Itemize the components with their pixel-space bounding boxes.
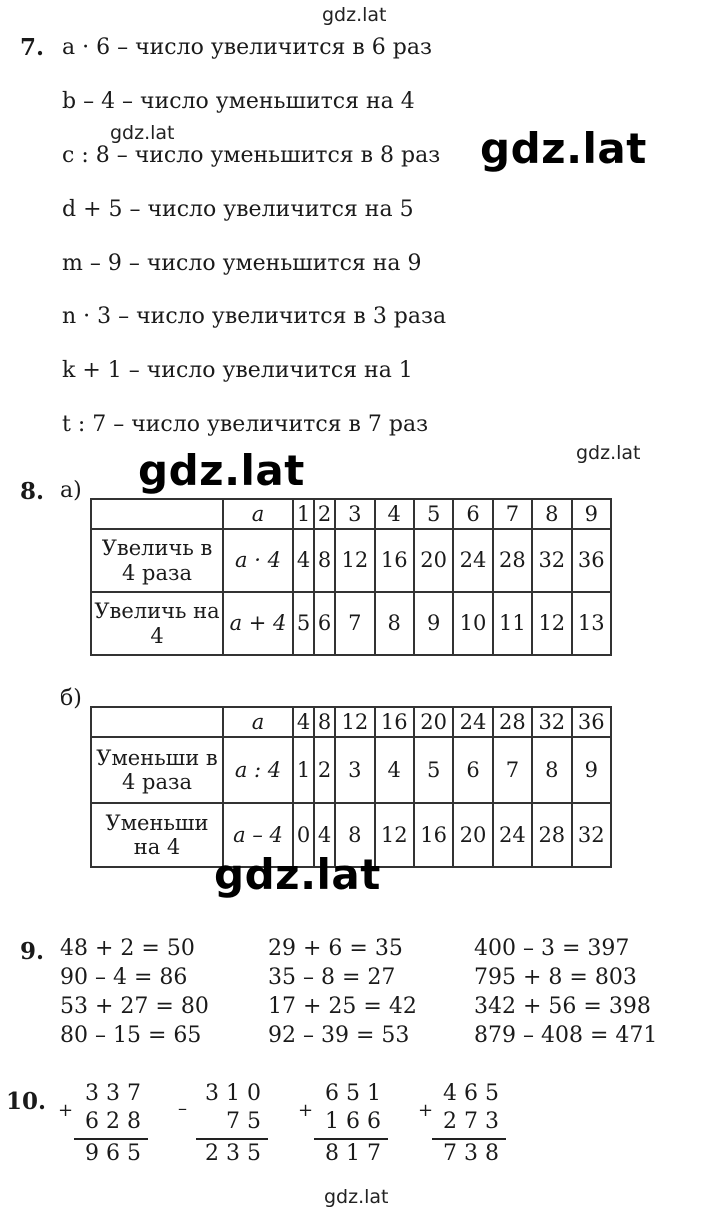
table-cell: 20	[453, 803, 492, 867]
table-cell: 10	[453, 592, 492, 655]
operand-bottom: 75	[226, 1109, 268, 1134]
equation: 92 – 39 = 53	[268, 1023, 410, 1048]
table-cell: Уменьши на 4	[91, 803, 223, 867]
table-cell: 12	[375, 803, 414, 867]
operand-top: 465	[443, 1081, 506, 1106]
column-operation	[314, 1080, 388, 1168]
table-cell: a · 4	[223, 529, 293, 592]
table-cell: 4	[314, 803, 335, 867]
table-cell: 36	[572, 707, 612, 737]
plus-sign: +	[58, 1100, 74, 1121]
table-cell: 13	[572, 592, 612, 655]
operand-top: 337	[85, 1081, 148, 1106]
task-8b-label: б)	[60, 686, 82, 711]
table-cell: 1	[293, 737, 314, 803]
table-row	[91, 592, 611, 655]
table-cell: Уменьши в 4 раза	[91, 737, 223, 803]
task-7-line: b – 4 – число уменьшится на 4	[62, 89, 415, 114]
equation: 795 + 8 = 803	[474, 965, 637, 990]
table-cell: 9	[572, 499, 612, 529]
operation-result: 965	[74, 1138, 148, 1168]
table-cell: 32	[532, 529, 571, 592]
table-cell: 8	[314, 707, 335, 737]
equation: 35 – 8 = 27	[268, 965, 396, 990]
table-cell: 8	[532, 737, 571, 803]
column-operation	[74, 1080, 148, 1168]
task-7-line: k + 1 – число увеличится на 1	[62, 358, 413, 383]
table-cell: 8	[335, 803, 374, 867]
plus-sign: +	[418, 1100, 434, 1121]
task-8-number: 8.	[20, 478, 45, 505]
table-header-row	[91, 499, 611, 529]
table-cell: 12	[532, 592, 571, 655]
task-7-line: a · 6 – число увеличится в 6 раз	[62, 35, 432, 60]
operation-result: 738	[432, 1138, 506, 1168]
table-cell	[91, 707, 223, 737]
table-row	[91, 529, 611, 592]
table-cell: 6	[453, 737, 492, 803]
table-cell: a	[223, 707, 293, 737]
operation-result: 235	[196, 1138, 268, 1168]
equation: 17 + 25 = 42	[268, 994, 417, 1019]
table-row	[91, 737, 611, 803]
column-operation	[196, 1080, 268, 1168]
table-cell: 4	[293, 707, 314, 737]
table-cell: 28	[493, 529, 532, 592]
table-cell: 9	[414, 592, 453, 655]
table-cell: 11	[493, 592, 532, 655]
table-cell: 5	[414, 737, 453, 803]
table-cell: 4	[375, 737, 414, 803]
table-cell: 12	[335, 707, 374, 737]
table-cell	[91, 499, 223, 529]
watermark: gdz.lat	[322, 4, 387, 26]
table-cell: 4	[293, 529, 314, 592]
task-7-line: c : 8 – число уменьшится в 8 раз	[62, 143, 441, 168]
watermark: gdz.lat	[576, 442, 641, 464]
table-cell: 32	[572, 803, 612, 867]
table-cell: a – 4	[223, 803, 293, 867]
equation: 90 – 4 = 86	[60, 965, 188, 990]
table-cell: 8	[314, 529, 335, 592]
table-cell: 6	[453, 499, 492, 529]
table-cell: 4	[375, 499, 414, 529]
table-cell: a	[223, 499, 293, 529]
table-cell: Увеличь на 4	[91, 592, 223, 655]
table-cell: 5	[414, 499, 453, 529]
table-cell: 16	[375, 529, 414, 592]
equation: 80 – 15 = 65	[60, 1023, 202, 1048]
table-cell: 7	[493, 737, 532, 803]
task-8a-label: а)	[60, 478, 82, 503]
task-7-line: d + 5 – число увеличится на 5	[62, 197, 414, 222]
equation: 53 + 27 = 80	[60, 994, 209, 1019]
table-cell: 20	[414, 707, 453, 737]
table-cell: 7	[335, 592, 374, 655]
table-cell: 16	[414, 803, 453, 867]
table-cell: 2	[314, 499, 335, 529]
operand-bottom: 273	[443, 1109, 506, 1134]
task-10-number: 10.	[6, 1088, 47, 1115]
table-cell: 3	[335, 737, 374, 803]
table-cell: a : 4	[223, 737, 293, 803]
plus-sign: +	[298, 1100, 314, 1121]
table-cell: 12	[335, 529, 374, 592]
watermark: gdz.lat	[324, 1186, 389, 1208]
task-7-line: m – 9 – число уменьшится на 9	[62, 251, 422, 276]
table-cell: 2	[314, 737, 335, 803]
table-cell: Увеличь в 4 раза	[91, 529, 223, 592]
table-header-row	[91, 707, 611, 737]
task-9-number: 9.	[20, 938, 45, 965]
table-cell: 3	[335, 499, 374, 529]
table-cell: 0	[293, 803, 314, 867]
table-cell: a + 4	[223, 592, 293, 655]
table-cell: 28	[493, 707, 532, 737]
table-cell: 24	[453, 707, 492, 737]
operand-top: 310	[205, 1081, 268, 1106]
table-cell: 6	[314, 592, 335, 655]
operation-result: 817	[314, 1138, 388, 1168]
task-7-number: 7.	[20, 34, 45, 61]
table-cell: 8	[532, 499, 571, 529]
operand-top: 651	[325, 1081, 388, 1106]
minus-sign: –	[178, 1098, 187, 1119]
task-8a-table	[90, 498, 612, 656]
table-cell: 5	[293, 592, 314, 655]
table-cell: 1	[293, 499, 314, 529]
equation: 48 + 2 = 50	[60, 936, 195, 961]
watermark: gdz.lat	[110, 122, 175, 144]
equation: 879 – 408 = 471	[474, 1023, 658, 1048]
table-cell: 7	[493, 499, 532, 529]
table-cell: 24	[493, 803, 532, 867]
task-7-line: t : 7 – число увеличится в 7 раз	[62, 412, 429, 437]
task-8b-table	[90, 706, 612, 868]
column-operation	[432, 1080, 506, 1168]
table-cell: 28	[532, 803, 571, 867]
task-7-line: n · 3 – число увеличится в 3 раза	[62, 304, 447, 329]
operand-bottom: 628	[85, 1109, 148, 1134]
table-cell: 16	[375, 707, 414, 737]
watermark: gdz.lat	[480, 124, 647, 173]
table-cell: 20	[414, 529, 453, 592]
equation: 342 + 56 = 398	[474, 994, 651, 1019]
table-cell: 9	[572, 737, 612, 803]
table-cell: 32	[532, 707, 571, 737]
table-cell: 8	[375, 592, 414, 655]
table-cell: 36	[572, 529, 612, 592]
watermark: gdz.lat	[214, 850, 381, 899]
operand-bottom: 166	[325, 1109, 388, 1134]
equation: 29 + 6 = 35	[268, 936, 403, 961]
equation: 400 – 3 = 397	[474, 936, 630, 961]
watermark: gdz.lat	[138, 446, 305, 495]
table-cell: 24	[453, 529, 492, 592]
